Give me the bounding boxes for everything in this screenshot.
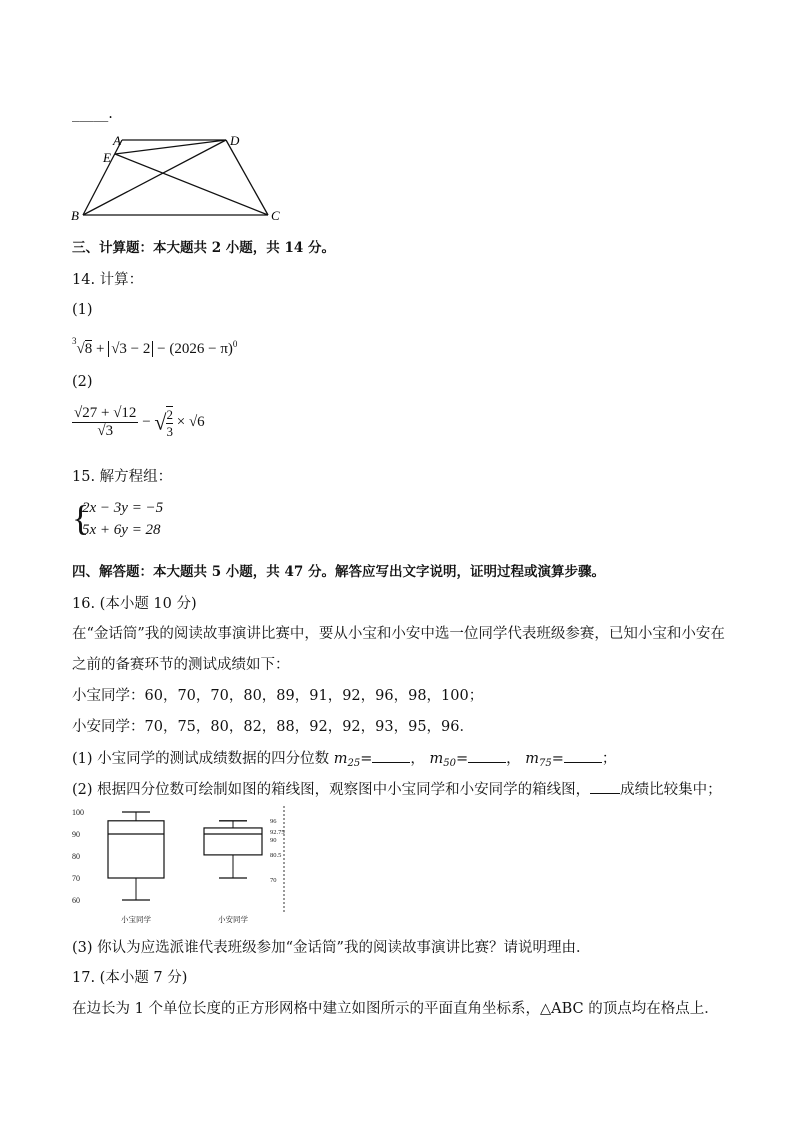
q16-title: 16. (本小题 10 分): [72, 596, 197, 612]
q16-question-1: (1) 小宝同学的测试成绩数据的四分位数 $m_{25}=$ ， $m_{50}=$ ， $m_{75}=$ ；: [72, 748, 616, 774]
right-tick-label: 96: [270, 817, 277, 825]
q14-part2-expression: $\frac{√27 + √12}{√3}$ − √ $\frac{2}{3}$ × √6: [74, 405, 205, 439]
segment-dc: [226, 140, 268, 215]
q16-question-2: (2) 根据四分位数可绘制如图的箱线图，观察图中小宝同学和小安同学的箱线图， 成绩比较集中；: [72, 779, 722, 800]
q14-part1-expression: $^3√8 + √3 - 2 - (2026 - \pi)^0$: [72, 336, 238, 357]
q14-title: 14. 计算：: [72, 272, 144, 288]
label-b: B: [71, 208, 79, 223]
right-tick-label: 80.5: [270, 851, 282, 859]
brace-icon: {: [72, 498, 90, 538]
y-tick-label: 60: [72, 896, 80, 905]
q14-part1-label: (1): [72, 302, 93, 318]
right-tick-label: 70: [270, 877, 277, 884]
boxplot-chart: [68, 804, 290, 928]
q17-line-1: 在边长为 1 个单位长度的正方形网格中建立如图所示的平面直角坐标系，△ABC 的顶点均在格点上．: [72, 1001, 719, 1017]
label-a: A: [113, 133, 121, 148]
q16-question-3: (3) 你认为应选派谁代表班级参加“金话筒”我的阅读故事演讲比赛？请说明理由．: [72, 940, 591, 956]
box-iqr: [204, 828, 262, 855]
series-label: 小宝同学: [121, 915, 151, 924]
q16-xiaoan-scores: 小安同学：70，75，80，82，88，92，92，93，95，96．: [72, 719, 475, 735]
right-tick-label: 90: [270, 837, 277, 844]
series-label: 小安同学: [218, 915, 248, 924]
y-tick-label: 90: [72, 830, 80, 839]
answer-blank-m25: [372, 748, 410, 763]
answer-blank-m75: [564, 748, 602, 763]
label-e: E: [103, 150, 111, 165]
section-3-heading: 三、计算题：本大题共 2 小题，共 14 分。: [72, 240, 335, 256]
q15-equation-2: 5x + 6y = 28: [82, 522, 161, 538]
answer-blank-line: _____.: [72, 106, 113, 122]
answer-blank-m50: [468, 748, 506, 763]
y-tick-label: 80: [72, 852, 80, 861]
right-tick-label: 92.75: [270, 828, 285, 836]
y-tick-label: 70: [72, 874, 80, 883]
segment-ec: [115, 154, 268, 215]
segment-ed: [115, 140, 226, 154]
label-c: C: [271, 208, 280, 223]
trapezoid-figure: [66, 130, 296, 226]
q15-equation-1: 2x − 3y = −5: [82, 500, 164, 516]
box-iqr: [108, 821, 164, 878]
q15-title: 15. 解方程组：: [72, 469, 173, 485]
q17-title: 17. (本小题 7 分): [72, 970, 188, 986]
y-tick-label: 100: [72, 808, 84, 817]
q16-line-2: 之前的备赛环节的测试成绩如下：: [72, 657, 290, 673]
answer-blank-concentrated: [590, 779, 620, 794]
label-d: D: [230, 133, 240, 148]
q16-line-1: 在“金话筒”我的阅读故事演讲比赛中，要从小宝和小安中选一位同学代表班级参赛，已知小宝和小安在: [72, 626, 725, 642]
section-4-heading: 四、解答题：本大题共 5 小题，共 47 分。解答应写出文字说明，证明过程或演算步骤。: [72, 564, 605, 580]
q16-xiaobao-scores: 小宝同学：60，70，70，80，89，91，92，96，98，100；: [72, 688, 484, 704]
q14-part2-label: (2): [72, 374, 93, 390]
